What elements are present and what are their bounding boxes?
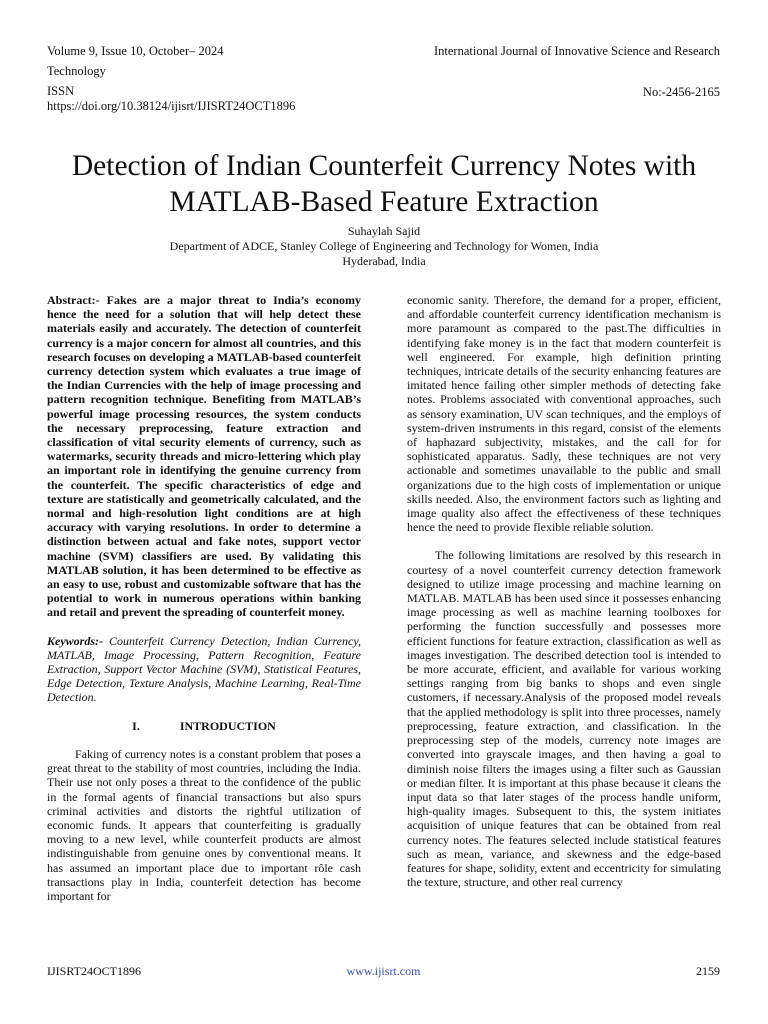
header-right: [434, 44, 720, 100]
intro-paragraph-1-continued: economic sanity. Therefore, the demand for a proper, efficient, and affordable counterfeit currency identification mechanism is more paramount as compared to the past.The difficulties in identifying fake money is in the fact that modern counterfeit is well engineered. For example, high definition printing techniques, intricate details of the security enhancing features are imitated hence failing other simpler methods of detecting fake notes. Problems associated with conventional approaches, such as sensory examination, UV scan techniques, and the employs of system-driven instruments in this regard, consist of the elements of haphazard subjectivity, mistakes, and the call for for sophisticated apparatus. Sadly, these techniques are not very actionable and sometimes unavailable to the public and small organizations due to the high costs of implementation or unique skills needed. Also, the environment factors such as lighting and image quality also affect the effectiveness of these techniques hence the need to provide flexible reliable solution.: [407, 293, 721, 535]
doi-link[interactable]: https://doi.org/10.38124/ijisrt/IJISRT24OCT1896: [47, 99, 296, 113]
paper-title: Detection of Indian Counterfeit Currency Notes with MATLAB-Based Feature Extraction: [71, 149, 697, 218]
right-column: [407, 293, 721, 889]
keywords-label: Keywords:-: [47, 633, 103, 648]
journal-name: International Journal of Innovative Science and Research: [434, 44, 720, 58]
volume-info: Volume 9, Issue 10, October– 2024: [47, 44, 224, 58]
footer-paper-id: IJISRT24OCT1896: [47, 964, 141, 978]
issn-number: No:-2456-2165: [642, 85, 720, 99]
left-column: [47, 293, 361, 903]
author-affiliation: Department of ADCE, Stanley College of Engineering and Technology for Women, India: [169, 239, 599, 253]
author-block: [40, 224, 728, 269]
section-number: I.: [132, 718, 140, 733]
header-left: [47, 44, 295, 119]
journal-name-continued: Technology: [47, 64, 106, 78]
section-title: INTRODUCTION: [179, 718, 276, 733]
author-name: Suhaylah Sajid: [347, 224, 421, 238]
issn-label: ISSN: [47, 84, 75, 98]
keywords-text: Counterfeit Currency Detection, Indian Currency, MATLAB, Image Processing, Pattern Recognition, Feature Extraction, Support Vector Machine (SVM), Statistical Features, Edge Detection, Texture Analysis, Machine Learning, Real-Time Detection.: [47, 633, 361, 705]
keywords: [47, 634, 361, 705]
section-heading-introduction: [47, 719, 361, 733]
page-number: 2159: [696, 964, 720, 978]
intro-paragraph-1: Faking of currency notes is a constant problem that poses a great threat to the stability of most countries, including the India. Their use not only poses a threat to the confidence of the public in the formal agents of financial transactions but also spurs criminal activities and distorts the rightful utilization of economic funds. It appears that counterfeiting is gradually moving to a new level, while counterfeit products are almost indistinguishable from genuine ones by conventional means. It has assumed an important place due to important rôle cash transactions play in India, counterfeit detection has become important for: [47, 746, 361, 903]
footer-website-link[interactable]: www.ijisrt.com: [346, 964, 421, 978]
abstract: Abstract:- Fakes are a major threat to India’s economy hence the need for a solution that will help detect these materials easily and accurately. The detection of counterfeit currency is a major concern for almost all countries, and this research focuses on developing a MATLAB-based counterfeit currency detection system which evaluates a true image of the Indian Currencies with the help of image processing and pattern recognition technique. Benefiting from MATLAB’s powerful image processing resources, the system conducts the necessary preprocessing, feature extraction and classification of vital security elements of currency, such as watermarks, security threads and micro-lettering which play an important role in identifying the genuine currency from the counterfeit. The specific characteristics of edge and texture are statistically and geometrically calculated, and the normal and high-resolution light conditions are at high accuracy with varying resolutions. In order to determine a distinction between actual and fake notes, support vector machine (SVM) classifiers are used. By validating this MATLAB solution, it has been determined to be effective as an easy to use, robust and customizable software that has the potential to work in numerous operations within banking and retail and prevent the spreading of counterfeit money.: [47, 293, 361, 620]
author-location: Hyderabad, India: [342, 254, 426, 268]
intro-paragraph-2: The following limitations are resolved by this research in courtesy of a novel counterfeit currency detection framework designed to utilize image processing and machine learning on MATLAB. MATLAB has been used since it possesses enhancing image processing as well as machine learning toolboxes for performing the function successfully and possesses more efficient functions for feature extraction, classification as well as images investigation. The described detection tool is intended to be more accurate, efficient, and available for various working settings ranging from big banks to shops and even single customers, if necessary.Analysis of the proposed model reveals that the applied methodology is split into three processes, namely preprocessing, feature extraction, and classification. In the preprocessing step of the models, currency note images are converted into grayscale images, and then having a goal to diminish noise filters the images using a filter such as Gaussian or median filter. It is important at this phase because it cleans the input data so that later stages of the process handle uniform, high-quality images. Subsequent to this, the system initiates acquisition of unique features that can be obtained from real currency notes. The features selected include statistical features such as mean, variance, and skewness and the edge-based features for shape, solidity, extent and eccentricity for simulating the texture, structure, and other real currency: [407, 548, 721, 890]
